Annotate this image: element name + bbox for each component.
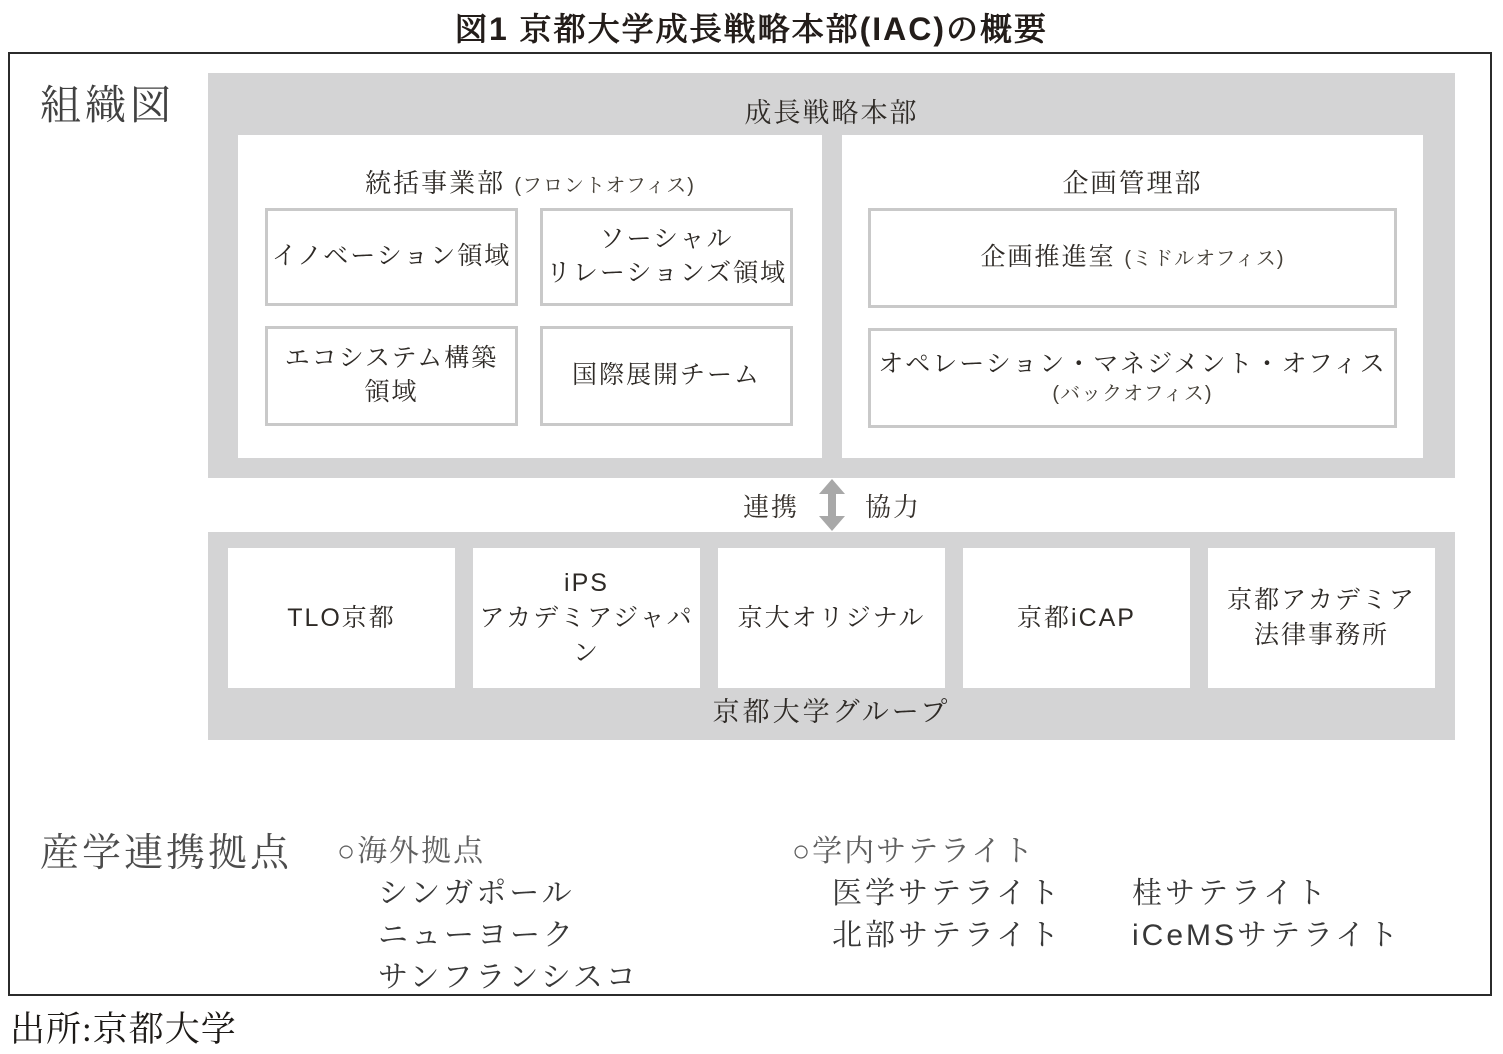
operation-office-note: (バックオフィス) bbox=[1052, 383, 1213, 406]
company-tlo-kyoto: TLO京都 bbox=[228, 548, 455, 688]
link-label-left: 連携 bbox=[742, 491, 799, 522]
company-kyoto-icap: 京都iCAP bbox=[963, 548, 1190, 688]
unit-innovation: イノベーション領域 bbox=[265, 208, 518, 306]
unit-international: 国際展開チーム bbox=[540, 326, 793, 426]
bases-label: 産学連携拠点 bbox=[40, 832, 293, 875]
base-singapore: シンガポール bbox=[378, 877, 575, 910]
company-kyoto-academia-law: 京都アカデミア 法律事務所 bbox=[1208, 548, 1435, 688]
unit-operation-management bbox=[868, 328, 1397, 428]
satellite-katsura: 桂サテライト bbox=[1132, 877, 1330, 910]
figure-title: 図1 京都大学成長戦略本部(IAC)の概要 bbox=[454, 11, 1049, 47]
unit-planning-office bbox=[868, 208, 1397, 308]
org-chart-label: 組織図 bbox=[40, 82, 175, 128]
unit-social-relations: ソーシャル リレーションズ領域 bbox=[540, 208, 793, 306]
company-kyodai-original: 京大オリジナル bbox=[718, 548, 945, 688]
group-companies bbox=[208, 548, 1455, 688]
satellite-medical: 医学サテライト bbox=[832, 877, 1063, 910]
planning-division bbox=[842, 135, 1423, 458]
front-office-subtitle: (フロントオフィス) bbox=[514, 175, 695, 197]
base-new-york: ニューヨーク bbox=[378, 919, 576, 952]
source-note: 出所:京都大学 bbox=[10, 1010, 237, 1049]
bidirectional-arrow-icon bbox=[819, 479, 845, 531]
overseas-bases-header: ○海外拠点 bbox=[337, 835, 486, 868]
company-ips-academia-japan: iPS アカデミアジャパン bbox=[473, 548, 700, 688]
group-panel bbox=[208, 532, 1455, 740]
satellite-icems: iCeMSサテライト bbox=[1132, 919, 1402, 952]
link-label-right: 協力 bbox=[865, 491, 922, 522]
planning-office-note: (ミドルオフィス) bbox=[1124, 248, 1285, 271]
headquarters-title: 成長戦略本部 bbox=[744, 98, 919, 128]
headquarters-panel bbox=[208, 73, 1455, 478]
campus-satellites-header: ○学内サテライト bbox=[792, 835, 1036, 868]
base-san-francisco: サンフランシスコ bbox=[378, 961, 639, 994]
satellite-north: 北部サテライト bbox=[832, 919, 1063, 952]
front-office-title bbox=[238, 163, 822, 200]
planning-title: 企画管理部 bbox=[1062, 168, 1203, 198]
operation-office-name: オペレーション・マネジメント・オフィス bbox=[878, 349, 1387, 378]
diagram-frame bbox=[8, 52, 1492, 996]
group-title: 京都大学グループ bbox=[712, 697, 951, 727]
front-office-name: 統括事業部 bbox=[365, 168, 506, 198]
link-row bbox=[632, 478, 1032, 532]
planning-office-name: 企画推進室 bbox=[980, 243, 1116, 272]
front-office-division bbox=[238, 135, 822, 458]
unit-ecosystem: エコシステム構築 領域 bbox=[265, 326, 518, 426]
